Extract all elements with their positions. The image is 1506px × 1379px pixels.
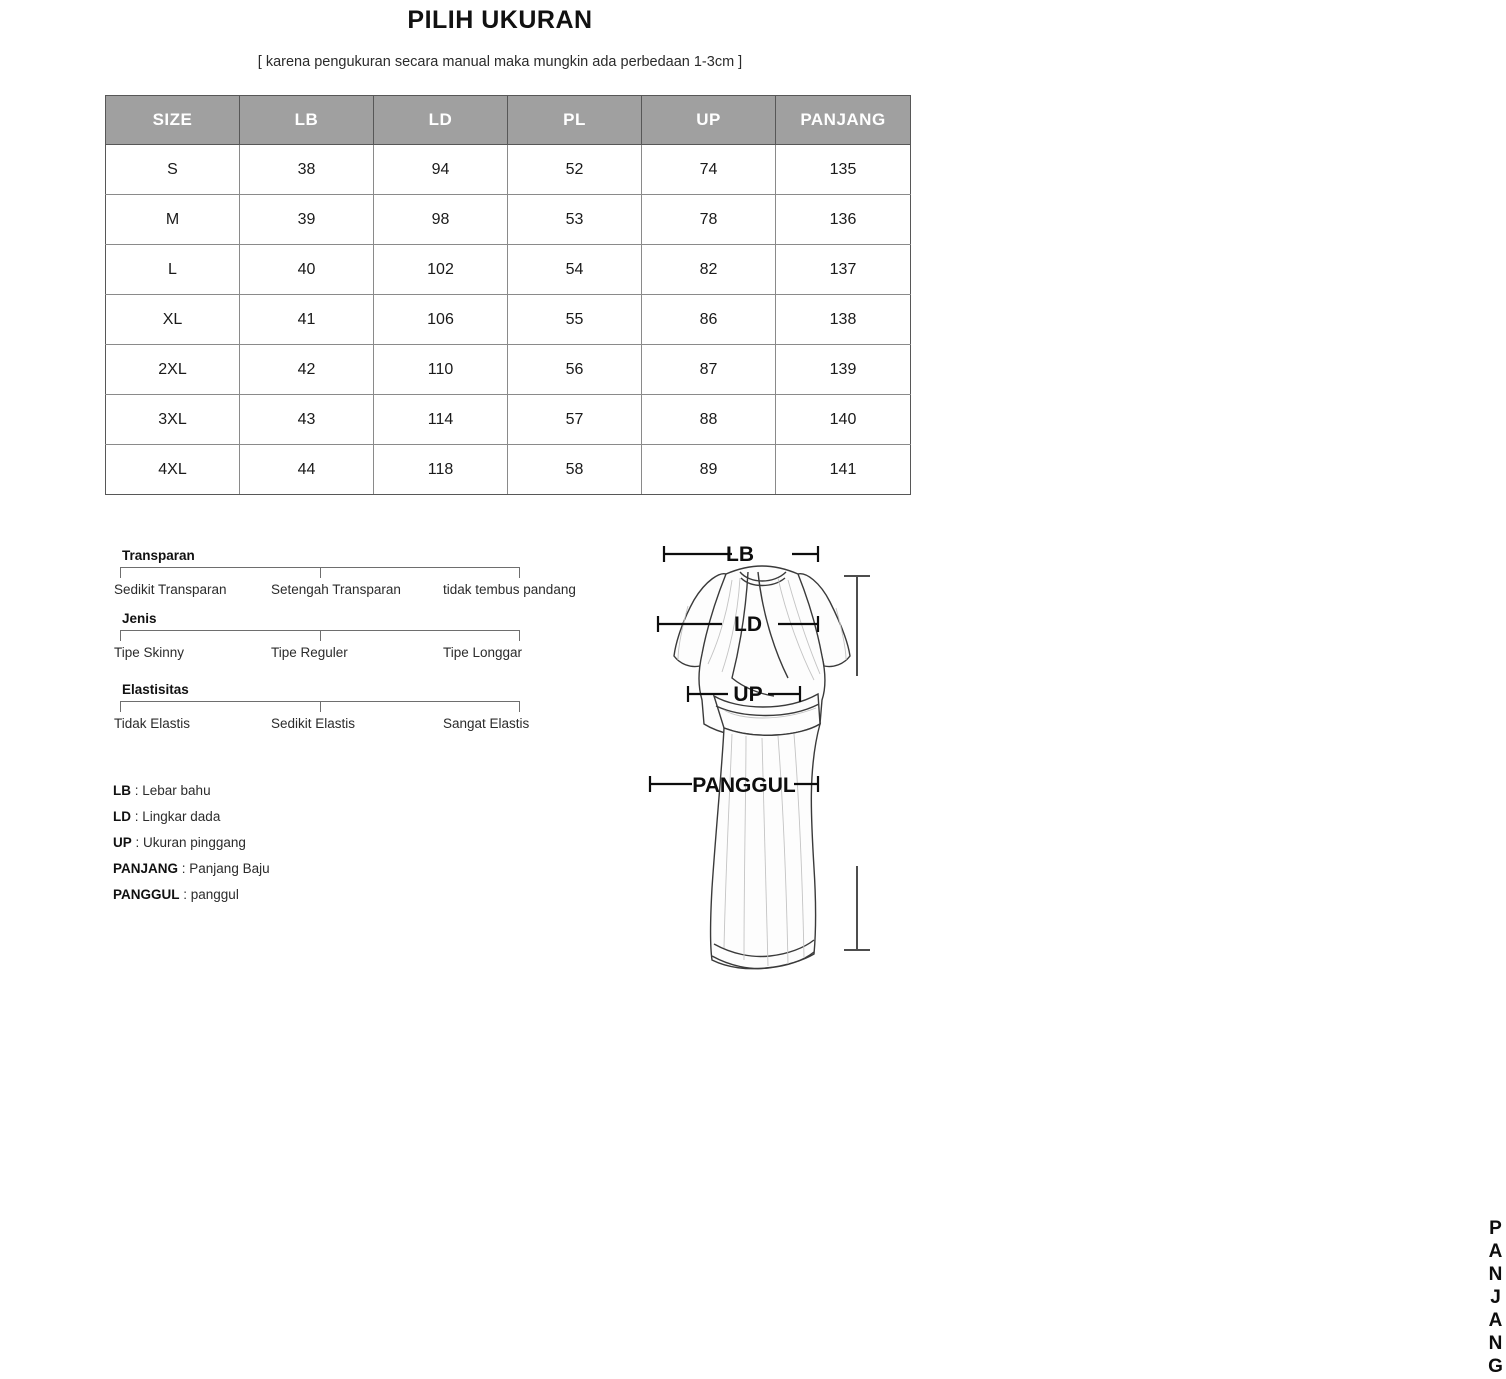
abbreviation-legend xyxy=(113,778,533,908)
cell-up: 89 xyxy=(642,445,776,495)
scale-label-high: Sangat Elastis xyxy=(443,716,530,731)
legend-separator: : xyxy=(131,835,144,850)
scale-labels xyxy=(114,645,588,667)
cell-lb: 40 xyxy=(240,245,374,295)
cell-lb: 39 xyxy=(240,195,374,245)
cell-pl: 57 xyxy=(508,395,642,445)
column-header-panjang: PANJANG xyxy=(776,96,911,145)
legend-separator: : xyxy=(179,887,191,902)
scale-labels xyxy=(114,716,588,738)
scale-title: Elastisitas xyxy=(122,682,189,697)
cell-ld: 114 xyxy=(374,395,508,445)
scale-label-mid: Setengah Transparan xyxy=(271,582,401,597)
cell-up: 74 xyxy=(642,145,776,195)
legend-abbr: LB xyxy=(113,783,131,798)
cell-pl: 54 xyxy=(508,245,642,295)
cell-ld: 102 xyxy=(374,245,508,295)
panjang-dimension-line xyxy=(844,576,870,950)
scale-tick-left xyxy=(120,630,121,641)
cell-pl: 56 xyxy=(508,345,642,395)
cell-lb: 41 xyxy=(240,295,374,345)
cell-lb: 43 xyxy=(240,395,374,445)
scale-tick-left xyxy=(120,701,121,712)
column-header-lb: LB xyxy=(240,96,374,145)
legend-desc: Panjang Baju xyxy=(189,861,270,876)
column-header-pl: PL xyxy=(508,96,642,145)
legend-separator: : xyxy=(178,861,190,876)
scale-tick-left xyxy=(120,567,121,578)
legend-item-ld xyxy=(113,804,533,830)
cell-ld: 94 xyxy=(374,145,508,195)
dress-illustration-icon xyxy=(674,566,850,969)
scale-labels xyxy=(114,582,588,604)
column-header-up: UP xyxy=(642,96,776,145)
lb-dimension-label: LB xyxy=(726,543,754,566)
cell-up: 78 xyxy=(642,195,776,245)
scale-tick-mid xyxy=(320,630,321,641)
legend-desc: Lebar bahu xyxy=(142,783,211,798)
cell-size: 2XL xyxy=(106,345,240,395)
scale-label-low: Tidak Elastis xyxy=(114,716,191,731)
cell-up: 82 xyxy=(642,245,776,295)
scale-title: Jenis xyxy=(122,611,157,626)
scale-label-mid: Tipe Reguler xyxy=(271,645,348,660)
scale-label-low: Tipe Skinny xyxy=(114,645,185,660)
cell-ld: 118 xyxy=(374,445,508,495)
up-dimension-label: UP xyxy=(733,683,763,706)
legend-desc: panggul xyxy=(190,887,239,902)
scale-elastisitas xyxy=(114,682,538,738)
cell-panjang: 141 xyxy=(776,445,911,495)
cell-panjang: 137 xyxy=(776,245,911,295)
cell-lb: 42 xyxy=(240,345,374,395)
scale-label-high: Tipe Longgar xyxy=(443,645,523,660)
legend-separator: : xyxy=(131,783,143,798)
cell-size: XL xyxy=(106,295,240,345)
legend-desc: Ukuran pinggang xyxy=(143,835,246,850)
legend-item-panggul xyxy=(113,882,533,908)
legend-item-lb xyxy=(113,778,533,804)
column-header-size: SIZE xyxy=(106,96,240,145)
cell-size: M xyxy=(106,195,240,245)
scale-transparan xyxy=(114,548,576,604)
cell-size: S xyxy=(106,145,240,195)
table-row xyxy=(106,295,911,345)
legend-abbr: PANGGUL xyxy=(113,887,180,902)
legend-desc: Lingkar dada xyxy=(142,809,221,824)
cell-up: 87 xyxy=(642,345,776,395)
legend-abbr: UP xyxy=(113,835,132,850)
scale-label-high: tidak tembus pandang xyxy=(443,582,576,597)
cell-panjang: 136 xyxy=(776,195,911,245)
scale-tick-mid xyxy=(320,701,321,712)
cell-pl: 58 xyxy=(508,445,642,495)
cell-panjang: 138 xyxy=(776,295,911,345)
table-row xyxy=(106,445,911,495)
scale-tick-right xyxy=(519,567,520,578)
cell-up: 86 xyxy=(642,295,776,345)
scale-tick-right xyxy=(519,630,520,641)
table-row xyxy=(106,345,911,395)
scale-bar xyxy=(120,630,520,642)
cell-panjang: 140 xyxy=(776,395,911,445)
scale-tick-mid xyxy=(320,567,321,578)
table-row xyxy=(106,245,911,295)
legend-item-up xyxy=(113,830,533,856)
scale-bar xyxy=(120,701,520,713)
cell-lb: 38 xyxy=(240,145,374,195)
size-chart-table xyxy=(105,95,911,495)
cell-panjang: 135 xyxy=(776,145,911,195)
cell-size: 4XL xyxy=(106,445,240,495)
cell-pl: 55 xyxy=(508,295,642,345)
panggul-dimension-label: PANGGUL xyxy=(692,774,796,797)
cell-pl: 52 xyxy=(508,145,642,195)
table-header-row xyxy=(106,96,911,145)
table-body xyxy=(106,145,911,495)
table-head xyxy=(106,96,911,145)
page-subtitle: [ karena pengukuran secara manual maka mungkin ada perbedaan 1-3cm ] xyxy=(257,54,743,70)
panjang-dimension-label: PANJANG xyxy=(1485,1218,1506,1379)
cell-size: L xyxy=(106,245,240,295)
ld-dimension-label: LD xyxy=(734,613,762,636)
scale-title: Transparan xyxy=(122,548,195,563)
garment-measurement-diagram xyxy=(628,528,1506,1379)
column-header-ld: LD xyxy=(374,96,508,145)
cell-ld: 106 xyxy=(374,295,508,345)
cell-pl: 53 xyxy=(508,195,642,245)
legend-separator: : xyxy=(131,809,143,824)
cell-ld: 98 xyxy=(374,195,508,245)
table-row xyxy=(106,395,911,445)
legend-abbr: PANJANG xyxy=(113,861,179,876)
scale-label-low: Sedikit Transparan xyxy=(114,582,227,597)
legend-abbr: LD xyxy=(113,809,131,824)
cell-up: 88 xyxy=(642,395,776,445)
page-title: PILIH UKURAN xyxy=(407,6,593,34)
cell-size: 3XL xyxy=(106,395,240,445)
legend-item-panjang xyxy=(113,856,533,882)
table-row xyxy=(106,195,911,245)
scale-bar xyxy=(120,567,520,579)
scale-tick-right xyxy=(519,701,520,712)
cell-panjang: 139 xyxy=(776,345,911,395)
cell-lb: 44 xyxy=(240,445,374,495)
cell-ld: 110 xyxy=(374,345,508,395)
scale-label-mid: Sedikit Elastis xyxy=(271,716,356,731)
table-row xyxy=(106,145,911,195)
scale-jenis xyxy=(114,611,538,667)
